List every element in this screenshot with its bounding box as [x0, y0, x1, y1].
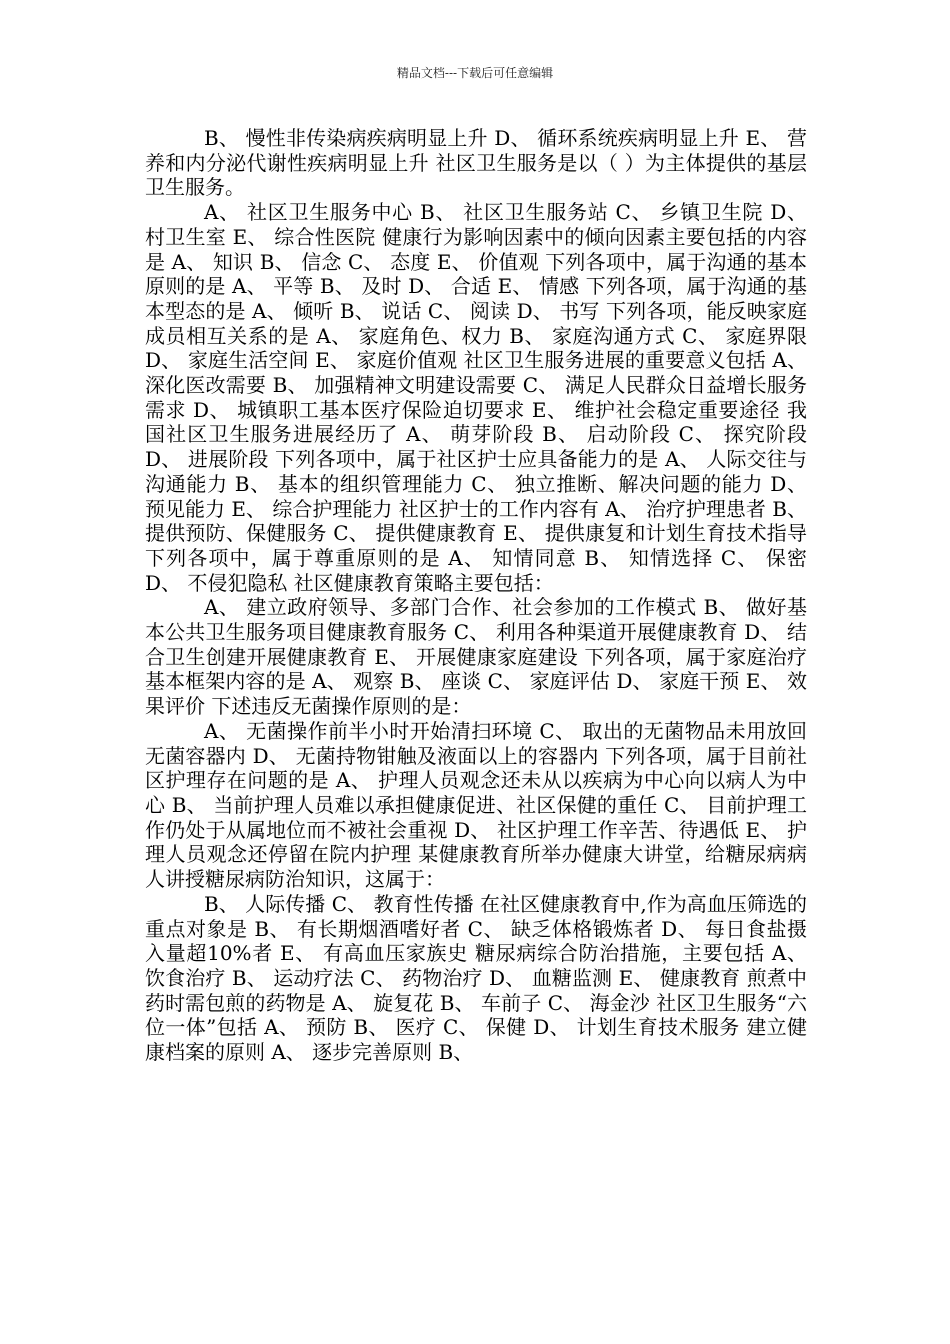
paragraph-5: B、 人际传播 C、 教育性传播 在社区健康教育中,作为高血压筛选的重点对象是 B、 有长期烟酒嗜好者 C、 缺乏体格锻炼者 D、 每日食盐摄入量超10%者 E、 有高血压家族史 糖尿病综合防治措施，主要包括 A、 饮食治疗 B、 运动疗法 C、 药物治疗 D、 血糖监测 E、 健康教育 煎煮中药时需包煎的药物是 A、 旋复花 B、 车前子 C、 海金沙 社区卫生服务“六位一体”包括 A、 预防 B、 医疗 C、 保健 D、 计划生育技术服务 建立健康档案的原则 A、 逐步完善原则 B、: [145, 891, 807, 1065]
page-header: 精品文档---下载后可任意编辑: [396, 66, 554, 80]
paragraph-2: A、 社区卫生服务中心 B、 社区卫生服务站 C、 乡镇卫生院 D、 村卫生室 E、 综合性医院 健康行为影响因素中的倾向因素主要包括的内容是 A、 知识 B、 信念 C、 态度 E、 价值观 下列各项中，属于沟通的基本原则的是 A、 平等 B、 及时 D、 合适 E、 情感 下列各项，属于沟通的基本型态的是 A、 倾听 B、 说话 C、 阅读 D、 书写 下列各项，能反映家庭成员相互关系的是 A、 家庭角色、权力 B、 家庭沟通方式 C、 家庭界限 D、 家庭生活空间 E、 家庭价值观 社区卫生服务进展的重要意义包括 A、 深化医改需要 B、 加强精神文明建设需要 C、 满足人民群众日益增长服务需求 D、 城镇职工基本医疗保险迫切要求 E、 维护社会稳定重要途径 我国社区卫生服务进展经历了 A、 萌芽阶段 B、 启动阶段 C、 探究阶段 D、 进展阶段 下列各项中，属于社区护士应具备能力的是 A、 人际交往与沟通能力 B、 基本的组织管理能力 C、 独立推断、解决问题的能力 D、 预见能力 E、 综合护理能力 社区护士的工作内容有 A、 治疗护理患者 B、 提供预防、保健服务 C、 提供健康教育 E、 提供康复和计划生育技术指导 下列各项中，属于尊重原则的是 A、 知情同意 B、 知情选择 C、 保密 D、 不侵犯隐私 社区健康教育策略主要包括：: [145, 200, 807, 595]
document-body: [145, 126, 807, 1065]
paragraph-4: A、 无菌操作前半小时开始清扫环境 C、 取出的无菌物品未用放回无菌容器内 D、 无菌持物钳触及液面以上的容器内 下列各项，属于目前社区护理存在问题的是 A、 护理人员观念还未从以疾病为中心向以病人为中心 B、 当前护理人员难以承担健康促进、社区保健的重任 C、 目前护理工作仍处于从属地位而不被社会重视 D、 社区护理工作辛苦、待遇低 E、 护理人员观念还停留在院内护理 某健康教育所举办健康大讲堂，给糖尿病病人讲授糖尿病防治知识，这属于：: [145, 718, 807, 892]
paragraph-1: B、 慢性非传染病疾病明显上升 D、 循环系统疾病明显上升 E、 营养和内分泌代谢性疾病明显上升 社区卫生服务是以（ ）为主体提供的基层卫生服务。: [145, 126, 807, 200]
paragraph-3: A、 建立政府领导、多部门合作、社会参加的工作模式 B、 做好基本公共卫生服务项目健康教育服务 C、 利用各种渠道开展健康教育 D、 结合卫生创建开展健康教育 E、 开展健康家庭建设 下列各项，属于家庭治疗基本框架内容的是 A、 观察 B、 座谈 C、 家庭评估 D、 家庭干预 E、 效果评价 下述违反无菌操作原则的是：: [145, 595, 807, 719]
